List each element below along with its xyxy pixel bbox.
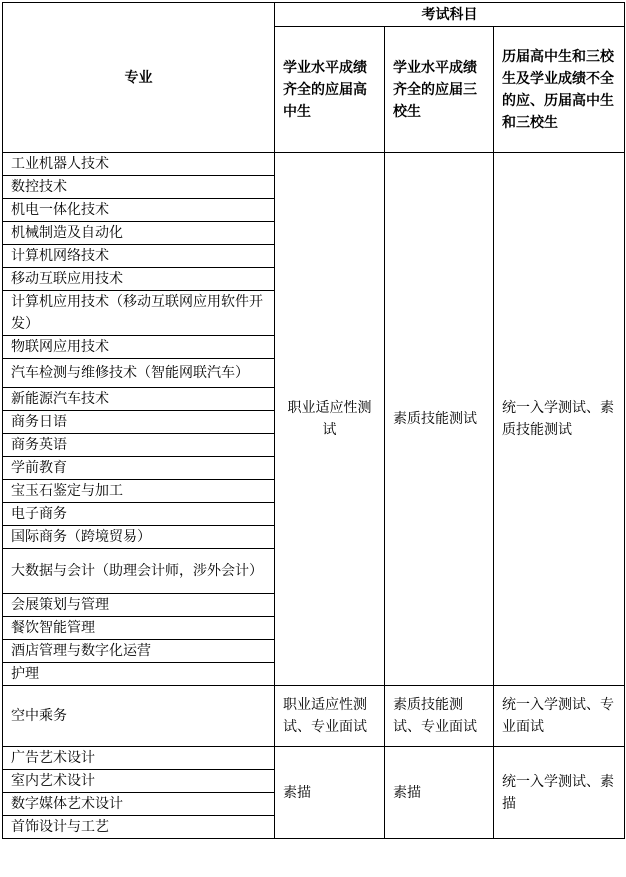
major-name: 大数据与会计（助理会计师，涉外会计） xyxy=(3,549,275,594)
column-header-fresh-hs: 学业水平成绩齐全的应届高中生 xyxy=(275,27,385,153)
exam-cell-group3-col3: 统一入学测试、素描 xyxy=(494,747,625,839)
table-row xyxy=(3,747,625,770)
major-name: 学前教育 xyxy=(3,457,275,480)
major-name: 护理 xyxy=(3,663,275,686)
column-header-fresh-three-schools: 学业水平成绩齐全的应届三校生 xyxy=(385,27,494,153)
major-name: 机械制造及自动化 xyxy=(3,222,275,245)
major-name: 物联网应用技术 xyxy=(3,336,275,359)
major-name: 计算机应用技术（移动互联网应用软件开发） xyxy=(3,291,275,336)
exam-cell-group2-col1: 职业适应性测试、专业面试 xyxy=(275,686,385,747)
major-name: 机电一体化技术 xyxy=(3,199,275,222)
major-name: 宝玉石鉴定与加工 xyxy=(3,480,275,503)
exam-cell-group2-col3: 统一入学测试、专业面试 xyxy=(494,686,625,747)
exam-subjects-header: 考试科目 xyxy=(275,3,625,27)
major-name: 商务日语 xyxy=(3,411,275,434)
major-name: 会展策划与管理 xyxy=(3,594,275,617)
major-name: 国际商务（跨境贸易） xyxy=(3,526,275,549)
exam-cell-group3-col1: 素描 xyxy=(275,747,385,839)
exam-cell-group1-col3: 统一入学测试、素质技能测试 xyxy=(494,153,625,686)
major-name: 数控技术 xyxy=(3,176,275,199)
header-row-1 xyxy=(3,3,625,27)
major-name: 酒店管理与数字化运营 xyxy=(3,640,275,663)
major-name: 商务英语 xyxy=(3,434,275,457)
major-name: 首饰设计与工艺 xyxy=(3,816,275,839)
exam-cell-group2-col2: 素质技能测试、专业面试 xyxy=(385,686,494,747)
table-row xyxy=(3,153,625,176)
major-name: 移动互联应用技术 xyxy=(3,268,275,291)
exam-cell-group1-col1: 职业适应性测试 xyxy=(275,153,385,686)
table-row xyxy=(3,686,625,747)
major-name: 数字媒体艺术设计 xyxy=(3,793,275,816)
major-name: 电子商务 xyxy=(3,503,275,526)
major-name: 汽车检测与维修技术（智能网联汽车） xyxy=(3,359,275,388)
admission-table xyxy=(2,2,625,839)
major-name: 工业机器人技术 xyxy=(3,153,275,176)
major-name: 空中乘务 xyxy=(3,686,275,747)
exam-cell-group1-col2: 素质技能测试 xyxy=(385,153,494,686)
major-name: 计算机网络技术 xyxy=(3,245,275,268)
exam-cell-group3-col2: 素描 xyxy=(385,747,494,839)
column-header-previous-graduates: 历届高中生和三校生及学业成绩不全的应、历届高中生和三校生 xyxy=(494,27,625,153)
major-column-header: 专业 xyxy=(3,3,275,153)
major-name: 餐饮智能管理 xyxy=(3,617,275,640)
major-name: 室内艺术设计 xyxy=(3,770,275,793)
major-name: 新能源汽车技术 xyxy=(3,388,275,411)
major-name: 广告艺术设计 xyxy=(3,747,275,770)
